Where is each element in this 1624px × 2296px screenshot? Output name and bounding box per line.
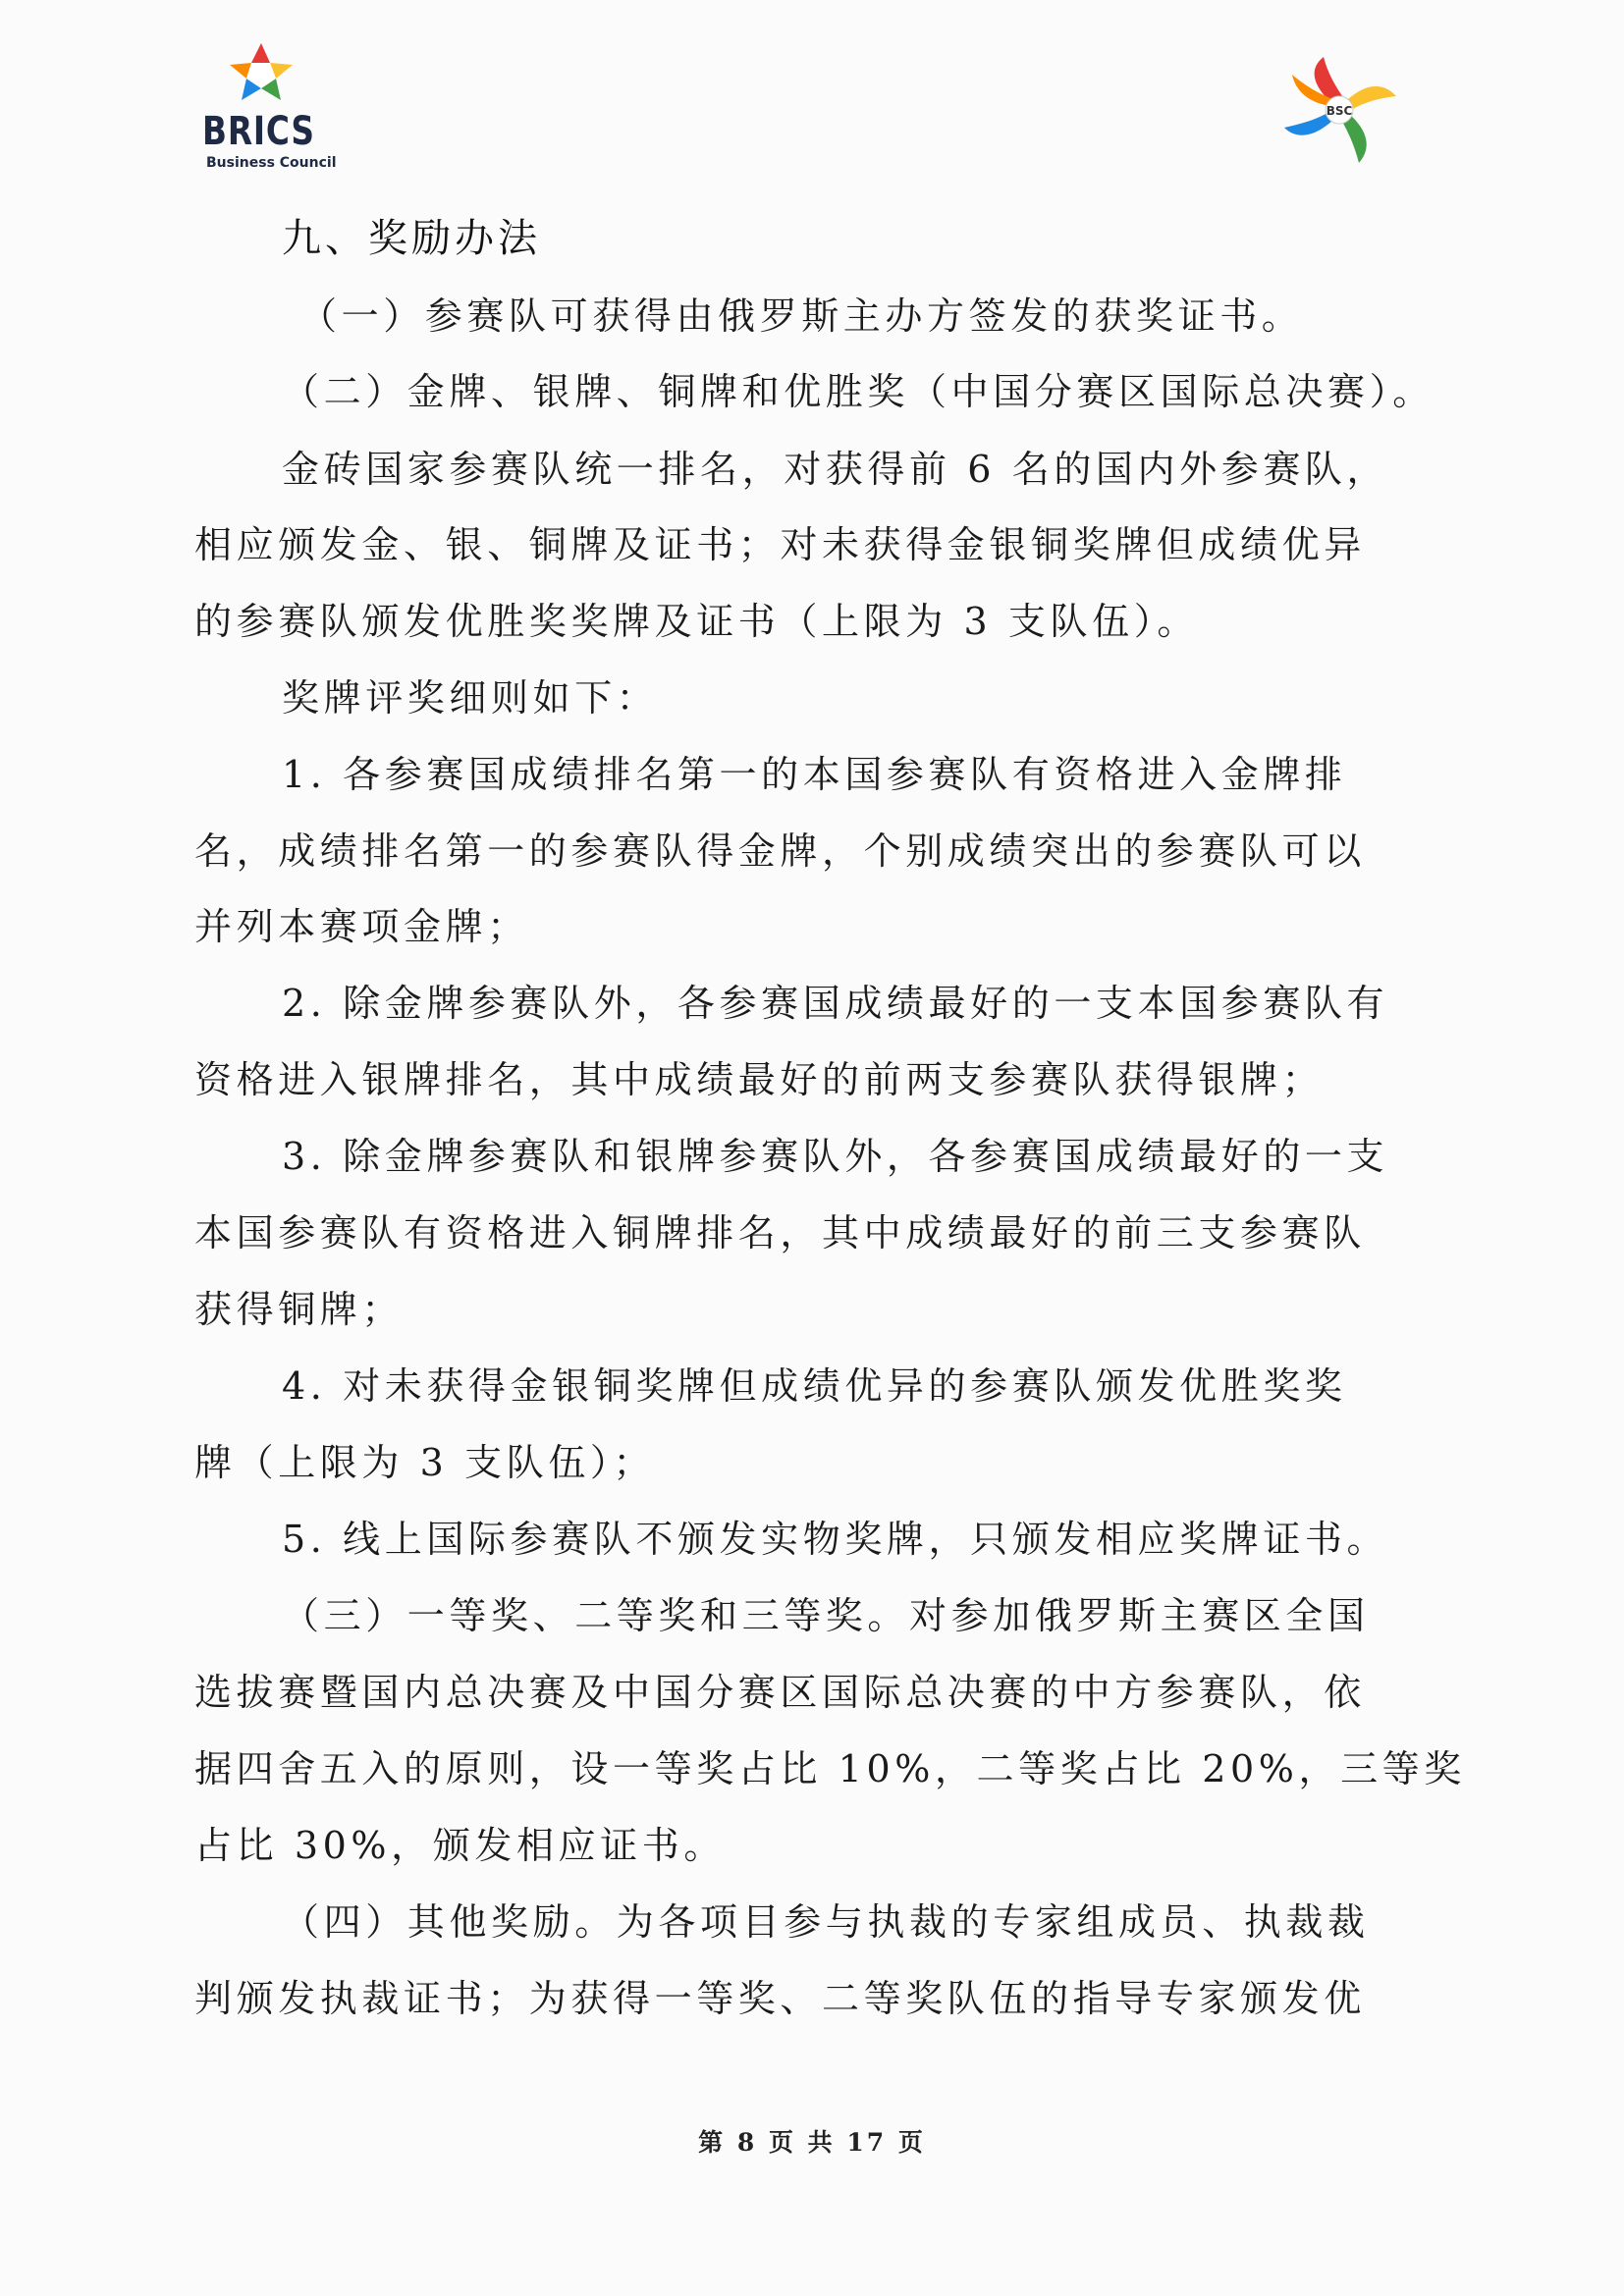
text-line: 据四舍五入的原则，设一等奖占比 10%，二等奖占比 20%，三等奖 xyxy=(194,1747,1466,1790)
text-line: 奖牌评奖细则如下： xyxy=(282,676,659,720)
text-line: 选拔赛暨国内总决赛及中国分赛区国际总决赛的中方参赛队，依 xyxy=(194,1671,1366,1714)
text-line: 的参赛队颁发优胜奖奖牌及证书（上限为 3 支队伍）。 xyxy=(194,600,1199,643)
text-line: 5. 线上国际参赛队不颁发实物奖牌，只颁发相应奖牌证书。 xyxy=(282,1518,1389,1561)
text-line: （三）一等奖、二等奖和三等奖。对参加俄罗斯主赛区全国 xyxy=(282,1594,1370,1637)
text-line: 2. 除金牌参赛队外，各参赛国成绩最好的一支本国参赛队有 xyxy=(282,982,1389,1025)
text-line: 并列本赛项金牌； xyxy=(194,905,529,948)
text-line: 牌（上限为 3 支队伍）； xyxy=(194,1441,656,1484)
text-line: 名，成绩排名第一的参赛队得金牌，个别成绩突出的参赛队可以 xyxy=(194,829,1366,873)
brics-business-council-logo xyxy=(194,37,337,185)
bsc-pinwheel-icon xyxy=(1276,51,1402,169)
text-line: （一）参赛队可获得由俄罗斯主办方签发的获奖证书。 xyxy=(299,294,1304,338)
business-council-text: Business Council xyxy=(206,155,337,171)
text-line: 1. 各参赛国成绩排名第一的本国参赛队有资格进入金牌排 xyxy=(282,753,1347,796)
text-line: 相应颁发金、银、铜牌及证书；对未获得金银铜奖牌但成绩优异 xyxy=(194,523,1366,566)
page-number: 第 8 页 共 17 页 xyxy=(698,2128,926,2157)
text-line: 金砖国家参赛队统一排名，对获得前 6 名的国内外参赛队， xyxy=(282,448,1389,491)
brics-logo-text: BRICS xyxy=(202,109,315,154)
section-heading: 九、奖励办法 xyxy=(282,216,541,261)
text-line: （四）其他奖励。为各项目参与执裁的专家组成员、执裁裁 xyxy=(282,1900,1370,1944)
text-line: 判颁发执裁证书；为获得一等奖、二等奖队伍的指导专家颁发优 xyxy=(194,1977,1366,2020)
text-line: 占比 30%，颁发相应证书。 xyxy=(194,1824,726,1867)
brics-star-icon xyxy=(222,37,300,106)
bsc-logo xyxy=(1276,51,1402,169)
text-line: （二）金牌、银牌、铜牌和优胜奖（中国分赛区国际总决赛）。 xyxy=(282,370,1435,413)
text-line: 资格进入银牌排名，其中成绩最好的前两支参赛队获得银牌； xyxy=(194,1058,1325,1101)
text-line: 获得铜牌； xyxy=(194,1288,405,1331)
text-line: 4. 对未获得金银铜奖牌但成绩优异的参赛队颁发优胜奖奖 xyxy=(282,1364,1347,1408)
text-line: 本国参赛队有资格进入铜牌排名，其中成绩最好的前三支参赛队 xyxy=(194,1211,1366,1255)
bsc-logo-text: BSC xyxy=(1326,104,1353,118)
text-line: 3. 除金牌参赛队和银牌参赛队外，各参赛国成绩最好的一支 xyxy=(282,1135,1389,1178)
